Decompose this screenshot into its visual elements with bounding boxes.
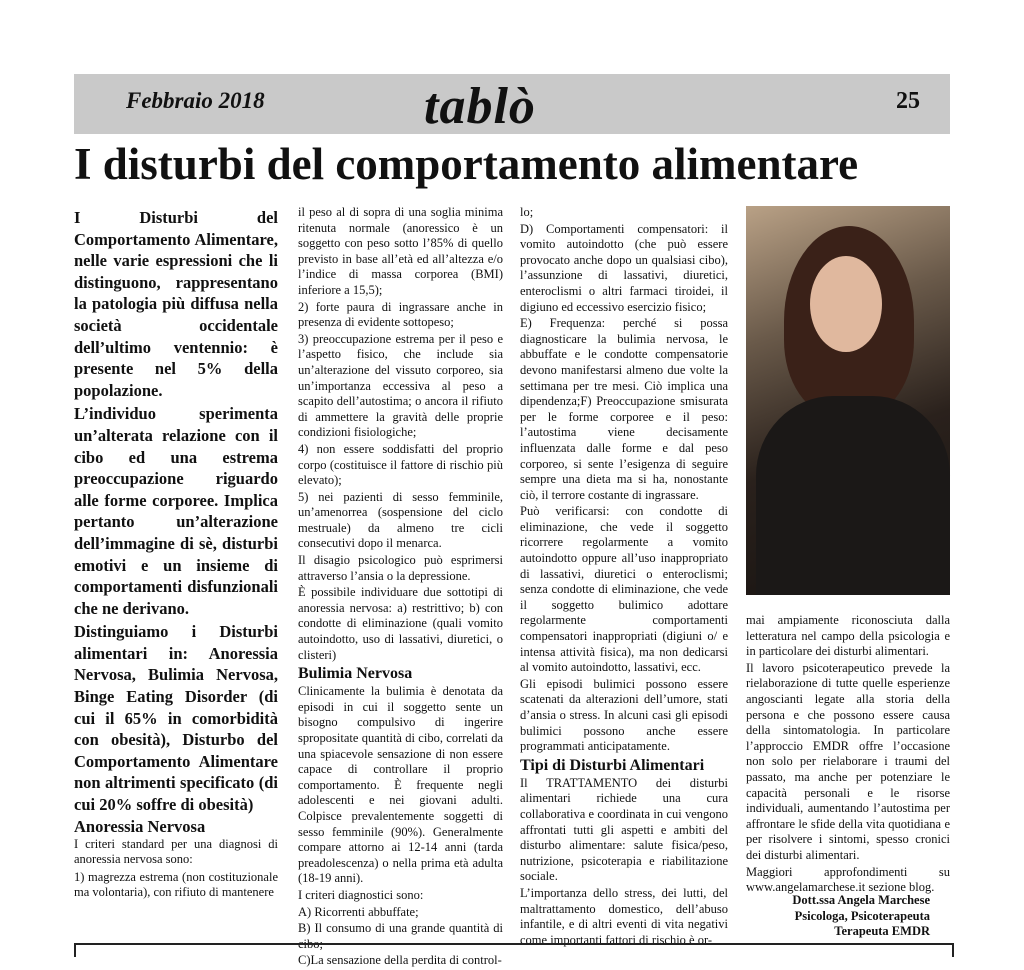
subheading-tipi-di-disturbi: Tipi di Disturbi Alimentari bbox=[520, 756, 705, 774]
body-paragraph: I criteri diagnostici sono: bbox=[298, 887, 424, 902]
masthead bbox=[74, 74, 950, 134]
issue-date: Febbraio 2018 bbox=[126, 88, 265, 113]
body-paragraph: Può verificarsi: con condotte di eliminazione, che vede il soggetto ricorrere regolarmente a vomito autoindotto oppure all’uso inappropriato di lassativi, diuretici o enteroclismi; senza condotte di eliminazione, che vede il soggetto bulimico adottare regolarmente comportamenti compensatori inappropriati (digiuni o/ e intensa attività fisica), ma non dedicarsi al vomito autoindotto, lassativi, ecc. bbox=[520, 504, 728, 675]
author-signature bbox=[760, 893, 930, 940]
column-2 bbox=[298, 205, 503, 970]
body-paragraph: il peso al di sopra di una soglia minima ritenuta normale (anoressico è un soggetto con peso sotto l’85% di quello previsto in base all’età ed all’altezza e/o l’indice di massa corporea (BMI) inferiore a 15,5); bbox=[298, 205, 503, 297]
author-specialty: Terapeuta EMDR bbox=[834, 924, 930, 938]
body-paragraph: D) Comportamenti compensatori: il vomito autoindotto (che può essere provocato anche dopo un qualsiasi cibo), l’assunzione di lassativi, diuretici, enteroclismi o altri farmaci tiroidei, il digiuno ed eccessivo esercizio fisico; bbox=[520, 221, 728, 314]
body-paragraph: Gli episodi bulimici possono essere scatenati da alterazioni dell’umore, stati d’ansia o stress. In alcuni casi gli episodi bulimici possono anche essere programmati anticipatamente. bbox=[520, 676, 728, 754]
body-paragraph: B) Il consumo di una grande quantità di cibo; bbox=[298, 921, 503, 951]
body-paragraph: L’importanza dello stress, dei lutti, del maltrattamento domestico, dell’abuso infantile, e di altri eventi di vita negativi come importanti fattori di rischio è or- bbox=[520, 885, 728, 947]
photo-body bbox=[756, 396, 950, 595]
author-title: Psicologa, Psicoterapeuta bbox=[794, 908, 930, 923]
body-paragraph: A) Ricorrenti abbuffate; bbox=[298, 904, 419, 919]
magazine-logo: tablò bbox=[424, 78, 536, 135]
column-3 bbox=[520, 205, 728, 949]
page-number: 25 bbox=[896, 88, 920, 114]
author-photo bbox=[746, 206, 950, 595]
body-paragraph: lo; bbox=[520, 205, 534, 219]
intro-paragraph: I Disturbi del Comportamento Alimentare, nelle varie espressioni che li distinguono, rappresentano la patologia più diffusa nella società occidentale dell’ultimo ventennio: è presente nel 5% della popolazione. bbox=[74, 208, 278, 400]
body-paragraph: Il lavoro psicoterapeutico prevede la rielaborazione di tutte quelle esperienze angoscianti legate alla storia della persona e che possono essere causa della sintomatologia. In particolare l’approccio EMDR offre l’occasione non solo per rielaborare i traumi del passato, ma anche per potenziare le capacità personali e le risorse individuali, aumentando l’autostima per affrontare le sfide della vita quotidiana e per risolvere i sintomi, spesso cronici dei disturbi alimentari. bbox=[746, 660, 950, 862]
body-paragraph: Il disagio psicologico può esprimersi attraverso l’ansia o la depressione. bbox=[298, 553, 503, 583]
photo-face bbox=[810, 256, 882, 352]
body-paragraph: 3) preoccupazione estrema per il peso e l’aspetto fisico, che include sia un’alterazione del vissuto corporeo, sia un’importanza eccessiva al peso a scapito dell’autostima; o ancora il rifiuto di ammettere la gravità delle proprie condizioni fisiologiche; bbox=[298, 331, 503, 440]
body-paragraph: 4) non essere soddisfatti del proprio corpo (costituisce il fattore di rischio più elevato); bbox=[298, 441, 503, 488]
body-paragraph: C)La sensazione della perdita di control- bbox=[298, 953, 502, 968]
column-4 bbox=[746, 613, 950, 897]
column-1 bbox=[74, 207, 278, 903]
body-paragraph: Clinicamente la bulimia è denotata da episodi in cui il soggetto sente un bisogno compulsivo di ingerire spropositate quantità di cibo, correlati da una spiacevole sensazione di non essere capace di controllare il proprio comportamento. È frequente negli adolescenti e nei giovani adulti. Colpisce prevalentemente soggetti di sesso femminile (90%). Generalmente compare attorno ai 12-14 anni (tarda preadolescenza) o nella prima età adulta (18-19 anni). bbox=[298, 684, 503, 886]
intro-paragraph: Distinguiamo i Disturbi alimentari in: Anoressia Nervosa, Bulimia Nervosa, Binge Eating Disorder (di cui il 65% in comorbidità con obesità), Disturbo del Comportamento Alimentare non altrimenti specificato (di cui 20% soffre di obesità) bbox=[74, 622, 278, 815]
intro-paragraph: L’individuo sperimenta un’alterata relazione con il cibo ed una estrema preoccupazione riguardo alle forme corporee. Implica pertanto un’alterazione dell’immagine di sè, disturbi emotivi e un insieme di comportamenti disfunzionali che ne derivano. bbox=[74, 404, 278, 618]
body-paragraph: E) Frequenza: perché si possa diagnosticare la bulimia nervosa, le abbuffate e le condotte compensatorie devono manifestarsi almeno due volte la settimana per tre mesi. Ciò implica una dipendenza;F) Preoccupazione smisurata per le forme corporee e il peso: l’autostima viene decisamente influenzata dalle forme e dal peso corporeo, si sente l’esigenza di seguire sempre una dieta ma si ha, nonostante ciò, il terrore costante di ingrassare. bbox=[520, 316, 728, 502]
body-paragraph: Maggiori approfondimenti su www.angelamarchese.it sezione blog. bbox=[746, 864, 950, 895]
body-paragraph: mai ampiamente riconosciuta dalla letteratura nel campo della psicologia e in particolare dei disturbi alimentari. bbox=[746, 613, 950, 659]
body-paragraph: I criteri standard per una diagnosi di anoressia nervosa sono: bbox=[74, 836, 278, 867]
article-title: I disturbi del comportamento alimentare bbox=[74, 139, 859, 189]
body-paragraph: È possibile individuare due sottotipi di anoressia nervosa: a) restrittivo; b) con condotte di eliminazione (quali vomito autoindotto, uso di lassativi, diuretici, o clisteri) bbox=[298, 585, 503, 662]
body-paragraph: 1) magrezza estrema (non costituzionale ma volontaria), con rifiuto di mantenere bbox=[74, 869, 278, 900]
subheading-bulimia: Bulimia Nervosa bbox=[298, 665, 413, 683]
body-paragraph: Il TRATTAMENTO dei disturbi alimentari richiede una cura collaborativa e coordinata in cui vengono affrontati tutti gli aspetti e ambiti del disturbo alimentare: salute fisica/peso, nutrizione, psicoterapia e riabilitazione sociale. bbox=[520, 775, 728, 884]
body-paragraph: 5) nei pazienti di sesso femminile, un’amenorrea (sospensione del ciclo mestruale) da almeno tre cicli consecutivi dopo il menarca. bbox=[298, 489, 503, 551]
body-paragraph: 2) forte paura di ingrassare anche in presenza di evidente sottopeso; bbox=[298, 299, 503, 330]
subheading-anoressia: Anoressia Nervosa bbox=[74, 816, 206, 836]
author-name: Dott.ssa Angela Marchese bbox=[792, 893, 930, 907]
